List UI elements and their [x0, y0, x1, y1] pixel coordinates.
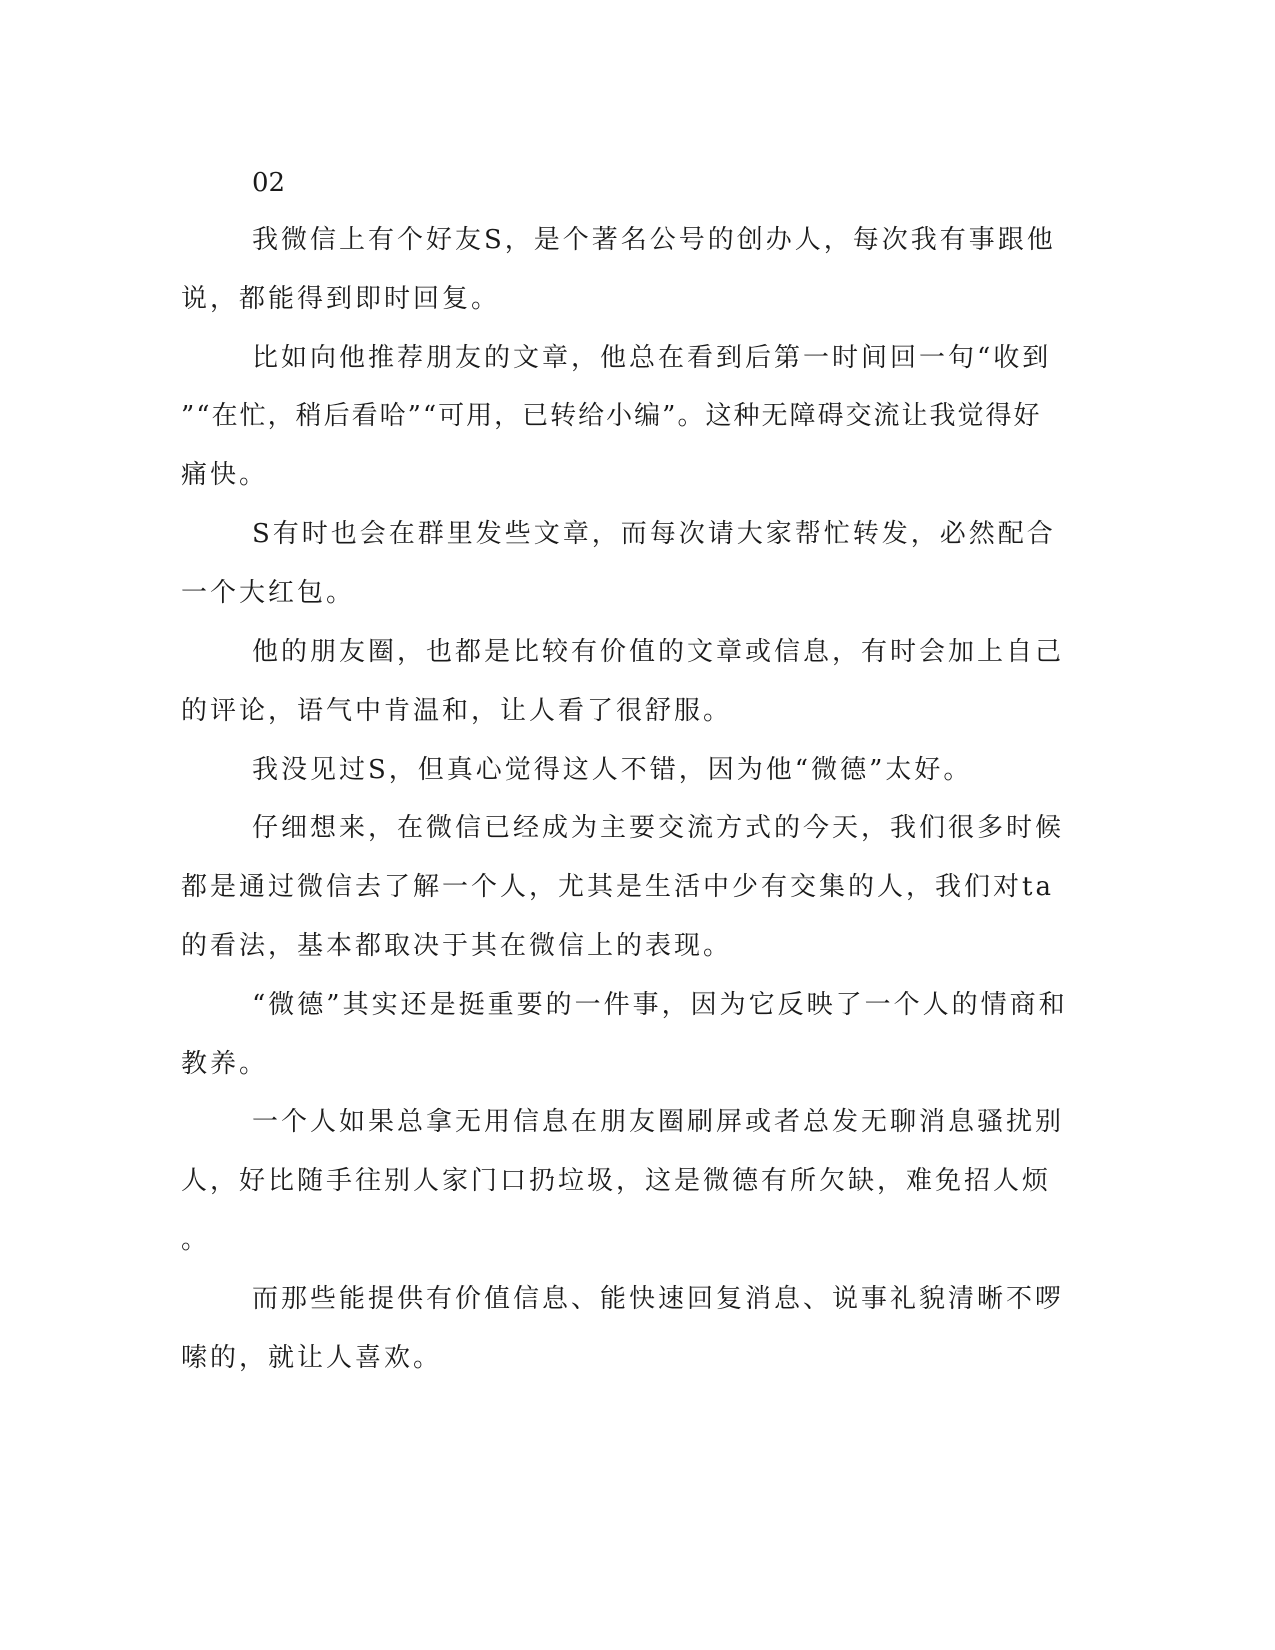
paragraph-1-line-2: 说，都能得到即时回复。: [181, 284, 501, 314]
paragraph-7-line-1: “微德”其实还是挺重要的一件事，因为它反映了一个人的情商和: [252, 990, 1068, 1020]
paragraph-6-line-3: 的看法，基本都取决于其在微信上的表现。: [181, 931, 733, 961]
paragraph-1-line-1: 我微信上有个好友S，是个著名公号的创办人，每次我有事跟他: [252, 225, 1056, 255]
paragraph-3-line-1: S有时也会在群里发些文章，而每次请大家帮忙转发，必然配合: [252, 519, 1056, 549]
paragraph-8-line-2: 人，好比随手往别人家门口扔垃圾，这是微德有所欠缺，难免招人烦: [181, 1166, 1052, 1196]
paragraph-6-line-2: 都是通过微信去了解一个人，尤其是生活中少有交集的人，我们对ta: [181, 872, 1054, 902]
paragraph-2-line-3: 痛快。: [181, 460, 269, 490]
section-number: 02: [252, 168, 286, 198]
paragraph-4-line-2: 的评论，语气中肯温和，让人看了很舒服。: [181, 696, 733, 726]
paragraph-3-line-2: 一个大红包。: [181, 578, 356, 608]
paragraph-9-line-1: 而那些能提供有价值信息、能快速回复消息、说事礼貌清晰不啰: [252, 1284, 1065, 1314]
paragraph-8-line-1: 一个人如果总拿无用信息在朋友圈刷屏或者总发无聊消息骚扰别: [252, 1107, 1065, 1137]
paragraph-5-line-1: 我没见过S，但真心觉得这人不错，因为他“微德”太好。: [252, 755, 973, 785]
paragraph-7-line-2: 教养。: [181, 1049, 269, 1079]
paragraph-2-line-2: ”“在忙，稍后看哈”“可用，已转给小编”。这种无障碍交流让我觉得好: [181, 401, 1042, 431]
paragraph-9-line-2: 嗦的，就让人喜欢。: [181, 1343, 443, 1373]
paragraph-4-line-1: 他的朋友圈，也都是比较有价值的文章或信息，有时会加上自己: [252, 637, 1065, 667]
paragraph-8-line-3: 。: [181, 1225, 211, 1255]
paragraph-2-line-1: 比如向他推荐朋友的文章，他总在看到后第一时间回一句“收到: [252, 343, 1052, 373]
paragraph-6-line-1: 仔细想来，在微信已经成为主要交流方式的今天，我们很多时候: [252, 813, 1065, 843]
